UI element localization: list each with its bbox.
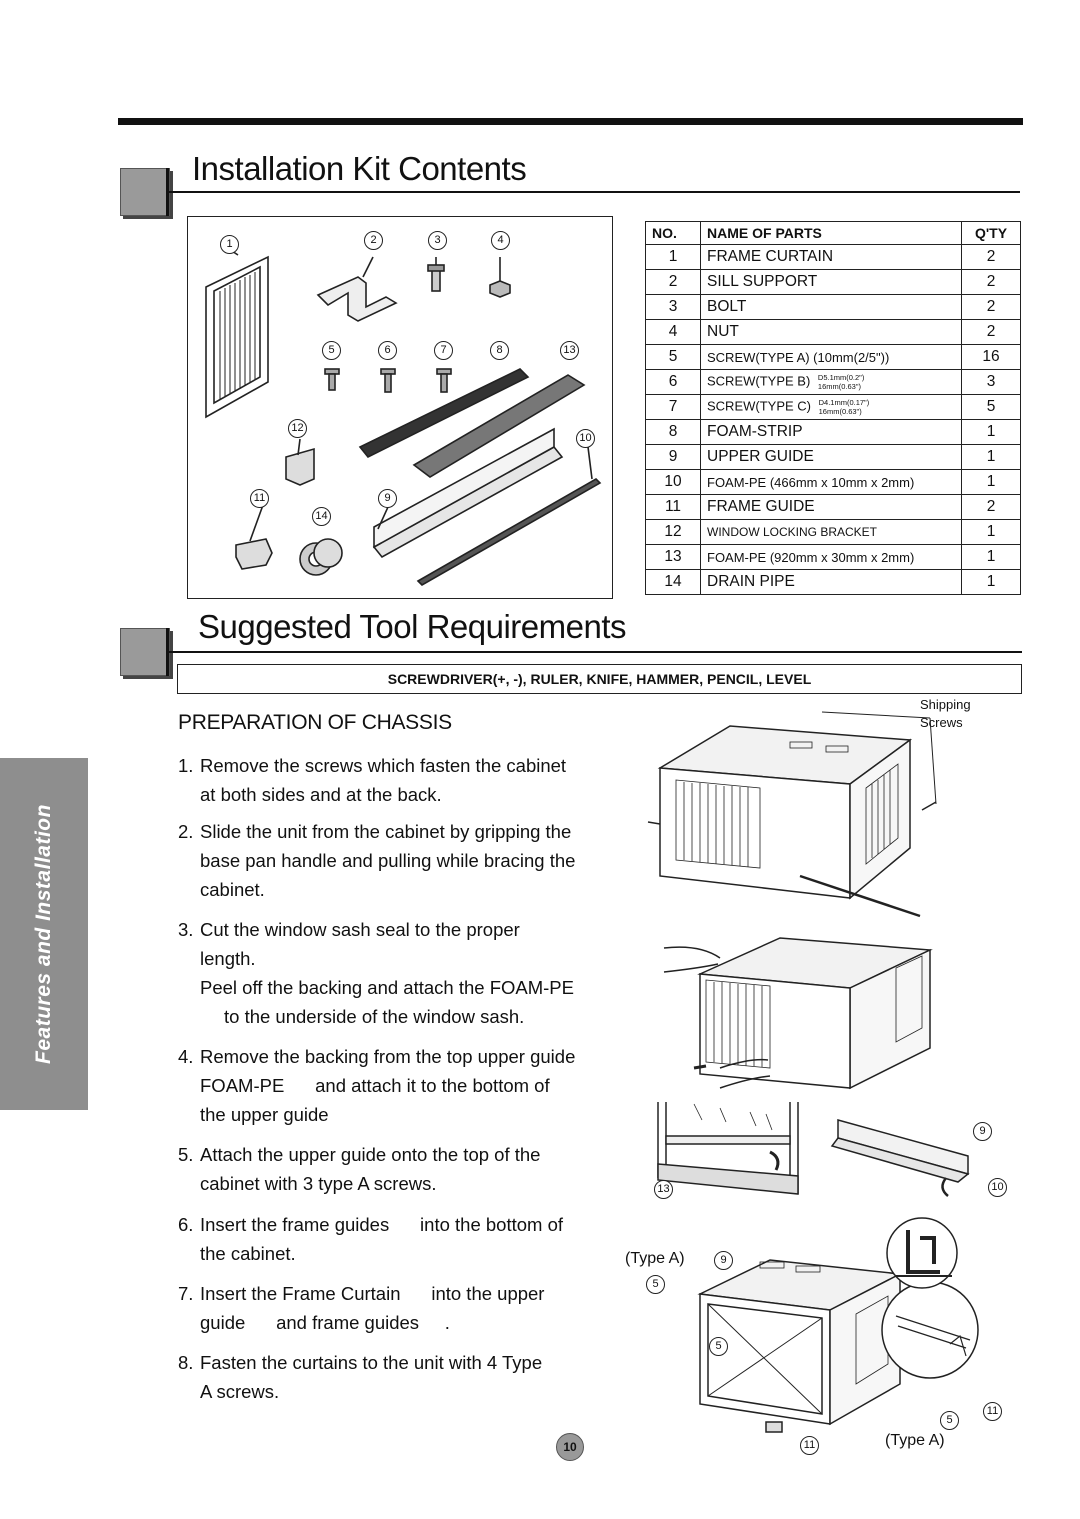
table-row (646, 520, 1021, 545)
step-text: Insert the Frame Curtain into the upper (200, 1283, 545, 1304)
screw-name: SCREW(TYPE B) (707, 373, 811, 389)
table-row (646, 295, 1021, 320)
detail-callout (878, 1216, 968, 1290)
row-qty: 1 (962, 420, 1021, 445)
step-7 (178, 1279, 628, 1337)
table-row (646, 270, 1021, 295)
figure-label: 5 (709, 1337, 728, 1356)
step-text: guide and frame guides . (200, 1312, 450, 1333)
sidebar-tab (0, 758, 88, 1110)
section-marker (120, 628, 170, 676)
prep-title: PREPARATION OF CHASSIS (178, 711, 452, 734)
row-name: FOAM-PE (466mm x 10mm x 2mm) (701, 470, 962, 495)
figure-label: 11 (983, 1402, 1002, 1421)
spec-diameter: D4.1mm(0.17") (818, 398, 870, 407)
tool-title: Suggested Tool Requirements (198, 608, 627, 645)
row-name: BOLT (701, 295, 962, 320)
table-row (646, 570, 1021, 595)
step-text: to the underside of the window sash. (224, 1006, 525, 1027)
row-no: 14 (646, 570, 701, 595)
kit-label: 1 (220, 235, 239, 254)
row-qty: 2 (962, 270, 1021, 295)
kit-label: 11 (250, 489, 269, 508)
step-text: cabinet with 3 type A screws. (200, 1173, 437, 1194)
step-text: at both sides and at the back. (200, 784, 442, 805)
step-8 (178, 1348, 628, 1406)
table-row (646, 245, 1021, 270)
row-name: WINDOW LOCKING BRACKET (701, 520, 962, 545)
kit-label: 6 (378, 341, 397, 360)
step-text: cabinet. (200, 879, 265, 900)
step-text: Insert the frame guides into the bottom of (200, 1214, 563, 1235)
window-sash-figure (650, 1098, 1020, 1198)
row-no: 7 (646, 395, 701, 420)
step-number: 5. (178, 1144, 194, 1165)
row-qty: 5 (962, 395, 1021, 420)
step-3 (178, 915, 628, 1031)
step-text: Remove the screws which fasten the cabinet (200, 755, 567, 776)
parts-table (645, 221, 1021, 595)
step-number: 1. (178, 755, 194, 776)
row-name: FOAM-STRIP (701, 420, 962, 445)
spec-length: 16mm(0.63") (817, 382, 862, 391)
table-row (646, 445, 1021, 470)
step-text: Peel off the backing and attach the FOAM-PE (200, 977, 574, 998)
kit-parts-drawing (188, 217, 612, 598)
step-2 (178, 817, 628, 904)
kit-label: 13 (560, 341, 579, 360)
step-text: FOAM-PE and attach it to the bottom of (200, 1075, 550, 1096)
row-qty: 1 (962, 545, 1021, 570)
row-no: 5 (646, 345, 701, 370)
table-row (646, 370, 1021, 395)
row-name: FRAME CURTAIN (701, 245, 962, 270)
shipping-leader (822, 712, 930, 718)
table-row (646, 495, 1021, 520)
section-rule (166, 651, 1022, 653)
row-name: SILL SUPPORT (701, 270, 962, 295)
tools-box: SCREWDRIVER(+, -), RULER, KNIFE, HAMMER, PENCIL, LEVEL (177, 664, 1022, 694)
row-no: 6 (646, 370, 701, 395)
row-no: 11 (646, 495, 701, 520)
row-name: SCREW(TYPE A) (10mm(2/5")) (701, 345, 962, 370)
top-rule (118, 118, 1023, 125)
kit-label: 9 (378, 489, 397, 508)
step-number: 2. (178, 821, 194, 842)
table-row (646, 545, 1021, 570)
step-text: Cut the window sash seal to the proper (200, 919, 520, 940)
row-name: FOAM-PE (920mm x 30mm x 2mm) (701, 545, 962, 570)
row-name: NUT (701, 320, 962, 345)
col-qty: Q'TY (962, 222, 1021, 245)
step-number: 6. (178, 1214, 194, 1235)
shipping-leader (930, 718, 936, 804)
kit-label: 10 (576, 429, 595, 448)
chassis-removal-figure (640, 698, 960, 928)
step-5 (178, 1140, 628, 1198)
slide-unit-figure (660, 928, 960, 1100)
step-1 (178, 751, 628, 809)
sidebar-label: Features and Installation (32, 804, 55, 1064)
row-name: FRAME GUIDE (701, 495, 962, 520)
row-qty: 2 (962, 245, 1021, 270)
row-no: 13 (646, 545, 701, 570)
kit-label: 12 (288, 419, 307, 438)
kit-label: 3 (428, 231, 447, 250)
row-no: 10 (646, 470, 701, 495)
row-no: 3 (646, 295, 701, 320)
table-row (646, 395, 1021, 420)
table-header-row (646, 222, 1021, 245)
row-name (701, 395, 962, 420)
shipping-label: Screws (920, 715, 963, 730)
row-qty: 2 (962, 320, 1021, 345)
figure-label: 10 (988, 1178, 1007, 1197)
type-a-label: (Type A) (885, 1432, 945, 1449)
screw-spec (818, 373, 864, 391)
kit-label: 4 (491, 231, 510, 250)
kit-label: 14 (312, 507, 331, 526)
kit-label: 2 (364, 231, 383, 250)
kit-label: 7 (434, 341, 453, 360)
col-name: NAME OF PARTS (701, 222, 962, 245)
table-row (646, 470, 1021, 495)
kit-figure (187, 216, 613, 599)
row-qty: 1 (962, 445, 1021, 470)
figure-label: 9 (714, 1251, 733, 1270)
row-no: 12 (646, 520, 701, 545)
row-no: 2 (646, 270, 701, 295)
table-row (646, 420, 1021, 445)
row-name: DRAIN PIPE (701, 570, 962, 595)
kit-title: Installation Kit Contents (192, 150, 527, 187)
step-text: Slide the unit from the cabinet by gripping the (200, 821, 572, 842)
step-text: Attach the upper guide onto the top of the (200, 1144, 541, 1165)
step-number: 4. (178, 1046, 194, 1067)
row-qty: 1 (962, 470, 1021, 495)
col-no: NO. (646, 222, 701, 245)
figure-label: 9 (973, 1122, 992, 1141)
step-text: length. (200, 948, 256, 969)
step-4 (178, 1042, 628, 1129)
figure-label: 11 (800, 1436, 819, 1455)
figure-label: 5 (646, 1275, 665, 1294)
table-row (646, 320, 1021, 345)
step-text: A screws. (200, 1381, 280, 1402)
shipping-label: Shipping (920, 697, 971, 712)
row-qty: 3 (962, 370, 1021, 395)
step-text: the upper guide (200, 1104, 329, 1125)
row-no: 9 (646, 445, 701, 470)
section-rule (166, 191, 1020, 193)
screw-spec (819, 398, 870, 416)
row-name (701, 370, 962, 395)
section-marker (120, 168, 170, 216)
step-text: Remove the backing from the top upper guide (200, 1046, 576, 1067)
spec-length: 16mm(0.63") (818, 407, 862, 416)
page-number: 10 (556, 1433, 584, 1461)
row-qty: 16 (962, 345, 1021, 370)
kit-label: 8 (490, 341, 509, 360)
step-text: Fasten the curtains to the unit with 4 Type (200, 1352, 543, 1373)
row-no: 4 (646, 320, 701, 345)
type-a-label: (Type A) (625, 1250, 685, 1267)
spec-diameter: D5.1mm(0.2") (817, 373, 865, 382)
kit-label: 5 (322, 341, 341, 360)
row-qty: 1 (962, 570, 1021, 595)
step-text: base pan handle and pulling while bracing the (200, 850, 576, 871)
step-number: 3. (178, 919, 194, 940)
row-name: UPPER GUIDE (701, 445, 962, 470)
step-number: 7. (178, 1283, 194, 1304)
step-text: the cabinet. (200, 1243, 296, 1264)
step-number: 8. (178, 1352, 194, 1373)
row-qty: 1 (962, 520, 1021, 545)
row-no: 8 (646, 420, 701, 445)
table-row (646, 345, 1021, 370)
row-qty: 2 (962, 495, 1021, 520)
step-6 (178, 1210, 628, 1268)
row-no: 1 (646, 245, 701, 270)
figure-label: 13 (654, 1180, 673, 1199)
screw-name: SCREW(TYPE C) (707, 398, 811, 414)
row-qty: 2 (962, 295, 1021, 320)
figure-label: 5 (940, 1411, 959, 1430)
